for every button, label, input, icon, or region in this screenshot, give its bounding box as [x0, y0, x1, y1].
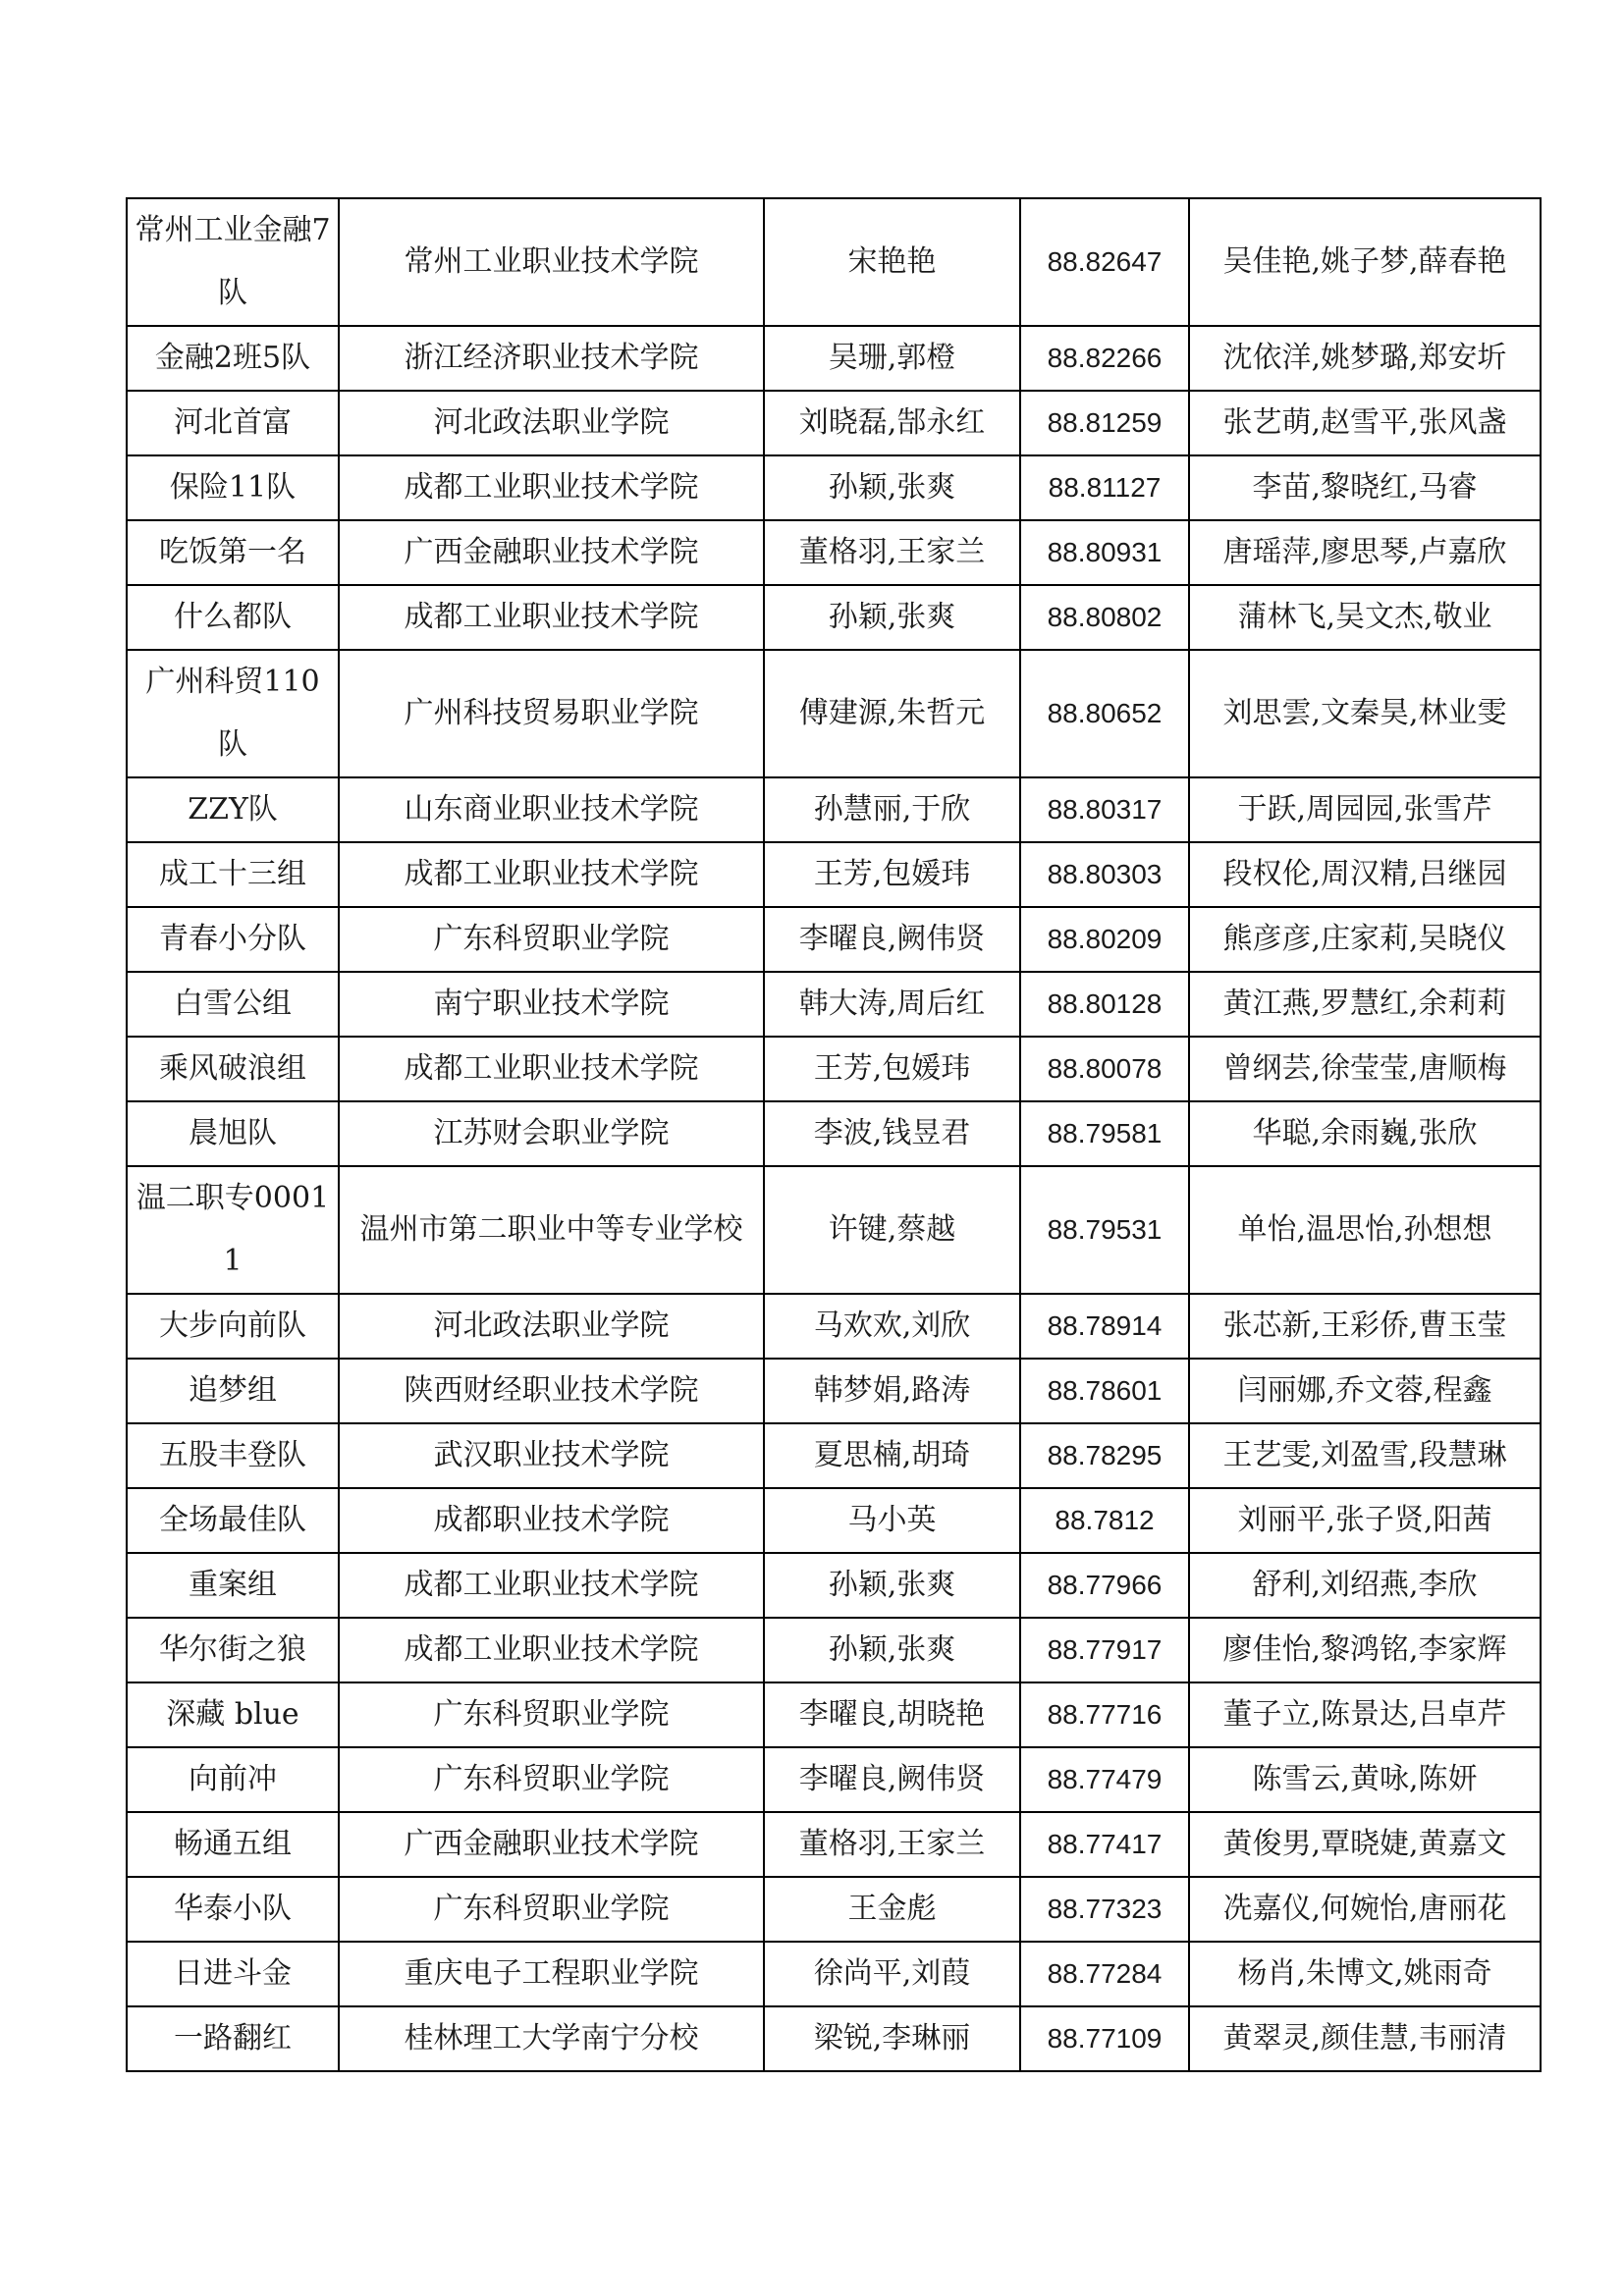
table-row [127, 585, 1541, 650]
table-row [127, 326, 1541, 391]
members-cell: 段权伦,周汉精,吕继园 [1189, 842, 1541, 907]
teacher-cell: 董格羽,王家兰 [764, 1812, 1020, 1877]
members-cell: 刘丽平,张子贤,阳茜 [1189, 1488, 1541, 1553]
team-name-cell: ZZY队 [127, 777, 339, 842]
score-cell: 88.80317 [1020, 777, 1189, 842]
score-cell: 88.80931 [1020, 520, 1189, 585]
teacher-cell: 许键,蔡越 [764, 1166, 1020, 1294]
table-row [127, 1877, 1541, 1942]
team-name-cell: 吃饭第一名 [127, 520, 339, 585]
team-name-cell: 向前冲 [127, 1747, 339, 1812]
team-name-cell: 五股丰登队 [127, 1423, 339, 1488]
table-row [127, 455, 1541, 520]
school-cell: 武汉职业技术学院 [339, 1423, 764, 1488]
team-name-cell: 河北首富 [127, 391, 339, 455]
score-cell: 88.77323 [1020, 1877, 1189, 1942]
teacher-cell: 王芳,包媛玮 [764, 842, 1020, 907]
teacher-cell: 孙颖,张爽 [764, 455, 1020, 520]
school-cell: 广西金融职业技术学院 [339, 1812, 764, 1877]
score-cell: 88.78601 [1020, 1359, 1189, 1423]
teacher-cell: 吴珊,郭橙 [764, 326, 1020, 391]
table-row [127, 1488, 1541, 1553]
score-cell: 88.81127 [1020, 455, 1189, 520]
members-cell: 沈依洋,姚梦璐,郑安圻 [1189, 326, 1541, 391]
table-row [127, 198, 1541, 326]
school-cell: 广东科贸职业学院 [339, 1877, 764, 1942]
teacher-cell: 夏思楠,胡琦 [764, 1423, 1020, 1488]
table-row [127, 1037, 1541, 1101]
team-name-cell: 一路翻红 [127, 2006, 339, 2071]
teacher-cell: 王芳,包媛玮 [764, 1037, 1020, 1101]
school-cell: 浙江经济职业技术学院 [339, 326, 764, 391]
members-cell: 杨肖,朱博文,姚雨奇 [1189, 1942, 1541, 2006]
team-name-cell: 追梦组 [127, 1359, 339, 1423]
table-row [127, 650, 1541, 777]
score-cell: 88.77716 [1020, 1682, 1189, 1747]
team-name-cell: 温二职专00011 [127, 1166, 339, 1294]
team-name-cell: 深藏 blue [127, 1682, 339, 1747]
teacher-cell: 韩梦娟,路涛 [764, 1359, 1020, 1423]
members-cell: 闫丽娜,乔文蓉,程鑫 [1189, 1359, 1541, 1423]
school-cell: 河北政法职业学院 [339, 1294, 764, 1359]
teacher-cell: 李波,钱昱君 [764, 1101, 1020, 1166]
team-name-cell: 保险11队 [127, 455, 339, 520]
table-row [127, 1166, 1541, 1294]
score-cell: 88.82647 [1020, 198, 1189, 326]
school-cell: 桂林理工大学南宁分校 [339, 2006, 764, 2071]
members-cell: 唐瑶萍,廖思琴,卢嘉欣 [1189, 520, 1541, 585]
school-cell: 山东商业职业技术学院 [339, 777, 764, 842]
table-row [127, 1294, 1541, 1359]
teacher-cell: 李曜良,胡晓艳 [764, 1682, 1020, 1747]
school-cell: 广西金融职业技术学院 [339, 520, 764, 585]
table-row [127, 1618, 1541, 1682]
members-cell: 董子立,陈景达,吕卓芹 [1189, 1682, 1541, 1747]
table-row [127, 391, 1541, 455]
table-row [127, 1747, 1541, 1812]
teacher-cell: 李曜良,阙伟贤 [764, 1747, 1020, 1812]
teacher-cell: 马欢欢,刘欣 [764, 1294, 1020, 1359]
score-cell: 88.78914 [1020, 1294, 1189, 1359]
table-row [127, 777, 1541, 842]
school-cell: 南宁职业技术学院 [339, 972, 764, 1037]
teacher-cell: 王金彪 [764, 1877, 1020, 1942]
team-name-cell: 乘风破浪组 [127, 1037, 339, 1101]
school-cell: 成都工业职业技术学院 [339, 1618, 764, 1682]
members-cell: 张芯新,王彩侨,曹玉莹 [1189, 1294, 1541, 1359]
school-cell: 广东科贸职业学院 [339, 1682, 764, 1747]
school-cell: 成都工业职业技术学院 [339, 1037, 764, 1101]
school-cell: 江苏财会职业学院 [339, 1101, 764, 1166]
school-cell: 重庆电子工程职业学院 [339, 1942, 764, 2006]
members-cell: 华聪,余雨巍,张欣 [1189, 1101, 1541, 1166]
table-row [127, 1553, 1541, 1618]
school-cell: 成都职业技术学院 [339, 1488, 764, 1553]
teacher-cell: 韩大涛,周后红 [764, 972, 1020, 1037]
team-name-cell: 华泰小队 [127, 1877, 339, 1942]
score-cell: 88.78295 [1020, 1423, 1189, 1488]
members-cell: 黄翠灵,颜佳慧,韦丽清 [1189, 2006, 1541, 2071]
members-cell: 王艺雯,刘盈雪,段慧琳 [1189, 1423, 1541, 1488]
team-name-cell: 青春小分队 [127, 907, 339, 972]
score-cell: 88.77479 [1020, 1747, 1189, 1812]
members-cell: 刘思雲,文秦昊,林业雯 [1189, 650, 1541, 777]
teacher-cell: 李曜良,阙伟贤 [764, 907, 1020, 972]
results-table [126, 197, 1542, 2072]
team-name-cell: 常州工业金融7队 [127, 198, 339, 326]
team-name-cell: 华尔街之狼 [127, 1618, 339, 1682]
school-cell: 成都工业职业技术学院 [339, 842, 764, 907]
teacher-cell: 孙颖,张爽 [764, 1618, 1020, 1682]
team-name-cell: 金融2班5队 [127, 326, 339, 391]
score-cell: 88.82266 [1020, 326, 1189, 391]
members-cell: 黄江燕,罗慧红,余莉莉 [1189, 972, 1541, 1037]
table-row [127, 1423, 1541, 1488]
teacher-cell: 董格羽,王家兰 [764, 520, 1020, 585]
teacher-cell: 孙颖,张爽 [764, 1553, 1020, 1618]
table-row [127, 907, 1541, 972]
teacher-cell: 徐尚平,刘葭 [764, 1942, 1020, 2006]
members-cell: 于跃,周园园,张雪芹 [1189, 777, 1541, 842]
score-cell: 88.80652 [1020, 650, 1189, 777]
team-name-cell: 重案组 [127, 1553, 339, 1618]
score-cell: 88.79531 [1020, 1166, 1189, 1294]
members-cell: 吴佳艳,姚子梦,薛春艳 [1189, 198, 1541, 326]
team-name-cell: 白雪公组 [127, 972, 339, 1037]
score-cell: 88.77284 [1020, 1942, 1189, 2006]
table-row [127, 842, 1541, 907]
members-cell: 舒利,刘绍燕,李欣 [1189, 1553, 1541, 1618]
score-cell: 88.7812 [1020, 1488, 1189, 1553]
table-row [127, 1359, 1541, 1423]
school-cell: 成都工业职业技术学院 [339, 455, 764, 520]
teacher-cell: 孙颖,张爽 [764, 585, 1020, 650]
school-cell: 温州市第二职业中等专业学校 [339, 1166, 764, 1294]
members-cell: 张艺萌,赵雪平,张风盏 [1189, 391, 1541, 455]
team-name-cell: 成工十三组 [127, 842, 339, 907]
table-row [127, 520, 1541, 585]
table-row [127, 1942, 1541, 2006]
score-cell: 88.80303 [1020, 842, 1189, 907]
school-cell: 广东科贸职业学院 [339, 907, 764, 972]
teacher-cell: 马小英 [764, 1488, 1020, 1553]
teacher-cell: 梁锐,李琳丽 [764, 2006, 1020, 2071]
members-cell: 单怡,温思怡,孙想想 [1189, 1166, 1541, 1294]
team-name-cell: 晨旭队 [127, 1101, 339, 1166]
score-cell: 88.80209 [1020, 907, 1189, 972]
score-cell: 88.79581 [1020, 1101, 1189, 1166]
score-cell: 88.77966 [1020, 1553, 1189, 1618]
table-row [127, 972, 1541, 1037]
table-row [127, 1812, 1541, 1877]
members-cell: 陈雪云,黄咏,陈妍 [1189, 1747, 1541, 1812]
score-cell: 88.77109 [1020, 2006, 1189, 2071]
table-row [127, 2006, 1541, 2071]
school-cell: 陕西财经职业技术学院 [339, 1359, 764, 1423]
score-cell: 88.77917 [1020, 1618, 1189, 1682]
teacher-cell: 刘晓磊,郜永红 [764, 391, 1020, 455]
team-name-cell: 畅通五组 [127, 1812, 339, 1877]
members-cell: 李苗,黎晓红,马睿 [1189, 455, 1541, 520]
teacher-cell: 孙慧丽,于欣 [764, 777, 1020, 842]
members-cell: 冼嘉仪,何婉怡,唐丽花 [1189, 1877, 1541, 1942]
members-cell: 曾纲芸,徐莹莹,唐顺梅 [1189, 1037, 1541, 1101]
school-cell: 河北政法职业学院 [339, 391, 764, 455]
team-name-cell: 全场最佳队 [127, 1488, 339, 1553]
table-row [127, 1682, 1541, 1747]
team-name-cell: 大步向前队 [127, 1294, 339, 1359]
school-cell: 广州科技贸易职业学院 [339, 650, 764, 777]
score-cell: 88.80078 [1020, 1037, 1189, 1101]
members-cell: 黄俊男,覃晓婕,黄嘉文 [1189, 1812, 1541, 1877]
results-table-body [127, 198, 1541, 2071]
table-row [127, 1101, 1541, 1166]
score-cell: 88.77417 [1020, 1812, 1189, 1877]
school-cell: 常州工业职业技术学院 [339, 198, 764, 326]
score-cell: 88.80128 [1020, 972, 1189, 1037]
school-cell: 成都工业职业技术学院 [339, 585, 764, 650]
score-cell: 88.81259 [1020, 391, 1189, 455]
team-name-cell: 日进斗金 [127, 1942, 339, 2006]
school-cell: 广东科贸职业学院 [339, 1747, 764, 1812]
teacher-cell: 宋艳艳 [764, 198, 1020, 326]
score-cell: 88.80802 [1020, 585, 1189, 650]
members-cell: 廖佳怡,黎鸿铭,李家辉 [1189, 1618, 1541, 1682]
members-cell: 蒲林飞,吴文杰,敬业 [1189, 585, 1541, 650]
team-name-cell: 什么都队 [127, 585, 339, 650]
members-cell: 熊彦彦,庄家莉,吴晓仪 [1189, 907, 1541, 972]
school-cell: 成都工业职业技术学院 [339, 1553, 764, 1618]
team-name-cell: 广州科贸110队 [127, 650, 339, 777]
teacher-cell: 傅建源,朱哲元 [764, 650, 1020, 777]
